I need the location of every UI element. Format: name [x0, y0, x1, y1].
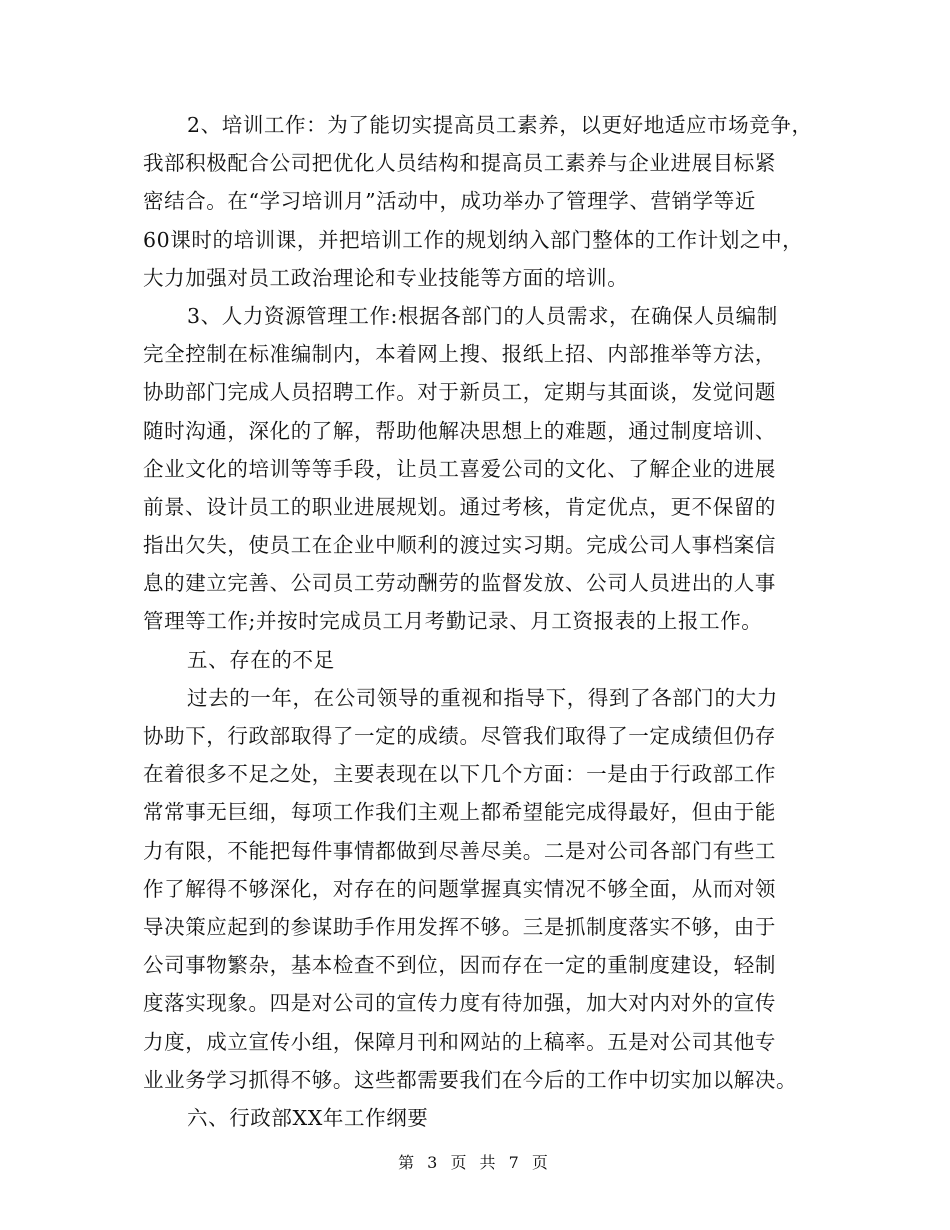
paragraph-line: 我部积极配合公司把优化人员结构和提高员工素养与企业进展目标紧: [143, 151, 776, 176]
paragraph-line: 2、培训工作：为了能切实提高员工素养，以更好地适应市场竞争，: [187, 113, 813, 137]
page-number-footer: 第 3 页 共 7 页: [398, 1153, 552, 1172]
paragraph-line: 3、人力资源管理工作:根据各部门的人员需求，在确保人员编制: [187, 303, 778, 328]
paragraph-line: 公司事物繁杂，基本检查不到位，因而存在一定的重制度建设，轻制: [143, 953, 776, 978]
paragraph-line: 管理等工作;并按时完成员工月考勤记录、月工资报表的上报工作。: [143, 609, 763, 634]
paragraph-line: 密结合。在“学习培训月”活动中，成功举办了管理学、营销学等近: [143, 189, 756, 214]
paragraph-line: 息的建立完善、公司员工劳动酬劳的监督发放、公司人员进出的人事: [143, 571, 776, 596]
paragraph-line: 过去的一年，在公司领导的重视和指导下，得到了各部门的大力: [187, 685, 778, 710]
paragraph-line: 协助部门完成人员招聘工作。对于新员工，定期与其面谈，发觉问题: [143, 380, 776, 405]
paragraph-line: 力有限，不能把每件事情都做到尽善尽美。二是对公司各部门有些工: [143, 838, 776, 863]
paragraph-line: 力度，成立宣传小组，保障月刊和网站的上稿率。五是对公司其他专: [143, 1029, 776, 1054]
paragraph-line: 度落实现象。四是对公司的宣传力度有待加强，加大对内对外的宣传: [143, 991, 776, 1016]
paragraph-line: 业业务学习抓得不够。这些都需要我们在今后的工作中切实加以解决。: [143, 1067, 798, 1092]
paragraph-line: 常常事无巨细，每项工作我们主观上都希望能完成得最好，但由于能: [143, 800, 776, 825]
paragraph-line: 协助下，行政部取得了一定的成绩。尽管我们取得了一定成绩但仍存: [143, 724, 776, 748]
paragraph-line: 指出欠失，使员工在企业中顺利的渡过实习期。完成公司人事档案信: [143, 533, 776, 558]
paragraph-line: 完全控制在标准编制内，本着网上搜、报纸上招、内部推举等方法，: [143, 342, 776, 367]
document-body: [143, 106, 843, 1137]
paragraph-line: 企业文化的培训等等手段，让员工喜爱公司的文化、了解企业的进展: [143, 456, 776, 481]
paragraph-line: 在着很多不足之处，主要表现在以下几个方面：一是由于行政部工作: [143, 762, 776, 787]
paragraph-line: 随时沟通，深化的了解，帮助他解决思想上的难题，通过制度培训、: [143, 418, 776, 443]
paragraph-line: 60课时的培训课，并把培训工作的规划纳入部门整体的工作计划之中，: [143, 227, 804, 252]
paragraph-line: 作了解得不够深化，对存在的问题掌握真实情况不够全面，从而对领: [143, 876, 776, 901]
paragraph-line: 导决策应起到的参谋助手作用发挥不够。三是抓制度落实不够，由于: [143, 914, 776, 939]
section-heading: 六、行政部XX年工作纲要: [187, 1105, 429, 1130]
paragraph-line: 前景、设计员工的职业进展规划。通过考核，肯定优点，更不保留的: [143, 494, 776, 519]
paragraph-line: 大力加强对员工政治理论和专业技能等方面的培训。: [143, 265, 629, 290]
section-heading: 五、存在的不足: [187, 647, 335, 672]
